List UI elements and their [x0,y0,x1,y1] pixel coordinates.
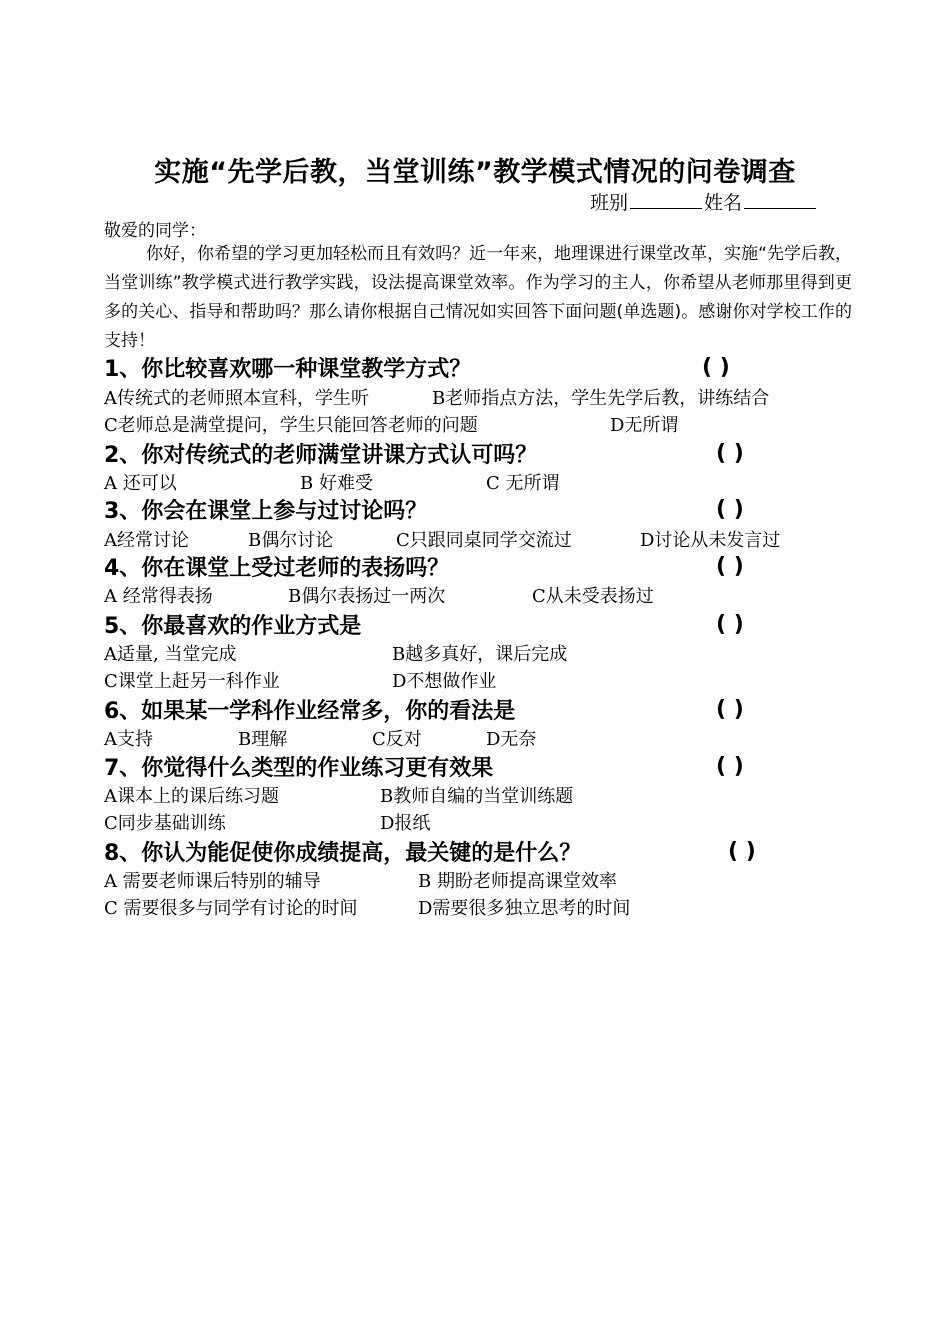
option-2b: B 好难受 [300,473,373,494]
option-6c: C反对 [372,729,422,750]
answer-paren-4[interactable]: ( ) [716,554,744,579]
option-8c: C 需要很多与同学有讨论的时间 [104,898,358,919]
answer-paren-1[interactable]: ( ) [702,355,730,380]
option-5a: A适量, 当堂完成 [104,644,237,665]
answer-paren-5[interactable]: ( ) [716,612,744,637]
option-2c: C 无所谓 [486,473,560,494]
answer-paren-3[interactable]: ( ) [716,497,744,522]
question-6: 6、如果某一学科作业经常多，你的看法是 [104,699,516,724]
class-blank[interactable] [630,192,702,209]
option-6b: B理解 [238,729,288,750]
option-3d: D讨论从未发言过 [640,530,781,551]
option-5b: B越多真好，课后完成 [392,644,568,665]
page-title: 实施“先学后教，当堂训练”教学模式情况的问卷调查 [154,157,796,188]
name-label: 姓名 [704,192,743,214]
option-6d: D无奈 [486,729,537,750]
option-8a: A 需要老师课后特别的辅导 [104,871,321,892]
option-1d: D无所谓 [610,415,679,436]
option-1c: C老师总是满堂提问，学生只能回答老师的问题 [104,415,478,436]
class-label: 班别 [590,192,629,214]
option-7d: D报纸 [380,813,431,834]
option-7c: C同步基础训练 [104,813,226,834]
option-7b: B教师自编的当堂训练题 [380,786,574,807]
option-5d: D不想做作业 [392,671,497,692]
question-3: 3、你会在课堂上参与过讨论吗？ [104,499,428,524]
option-8b: B 期盼老师提高课堂效率 [418,871,617,892]
option-6a: A支持 [104,729,153,750]
answer-paren-7[interactable]: ( ) [716,754,744,779]
name-blank[interactable] [744,192,816,209]
answer-paren-6[interactable]: ( ) [716,697,744,722]
option-5c: C课堂上赶另一科作业 [104,671,280,692]
option-3a: A经常讨论 [104,530,189,551]
question-5: 5、你最喜欢的作业方式是 [104,614,362,639]
option-3b: B偶尔讨论 [248,530,334,551]
option-1a: A传统式的老师照本宣科，学生听 [104,388,369,409]
question-7: 7、你觉得什么类型的作业练习更有效果 [104,756,494,781]
answer-paren-2[interactable]: ( ) [716,441,744,466]
intro-paragraph: 你好，你希望的学习更加轻松而且有效吗？近一年来，地理课进行课堂改革，实施“先学后教，当堂训练”教学模式进行教学实践，设法提高课堂效率。作为学习的主人，你希望从老师那里得到更多的关心、指导和帮助吗？那么请你根据自己情况如实回答下面问题(单选题)。感谢你对学校工作的支持！ [104,244,852,351]
class-name-line [590,188,818,215]
option-3c: C只跟同桌同学交流过 [396,530,572,551]
question-4: 4、你在课堂上受过老师的表扬吗？ [104,556,450,581]
option-7a: A课本上的课后练习题 [104,786,279,807]
question-8: 8、你认为能促使你成绩提高，最关键的是什么？ [104,841,582,866]
option-8d: D需要很多独立思考的时间 [418,898,631,919]
option-4a: A 经常得表扬 [104,586,213,607]
question-2: 2、你对传统式的老师满堂讲课方式认可吗？ [104,443,538,468]
option-4b: B偶尔表扬过一两次 [288,586,446,607]
option-2a: A 还可以 [104,473,177,494]
option-4c: C从未受表扬过 [532,586,654,607]
answer-paren-8[interactable]: ( ) [728,839,756,864]
greeting: 敬爱的同学： [104,221,206,241]
question-1: 1、你比较喜欢哪一种课堂教学方式？ [104,357,472,382]
option-1b: B老师指点方法，学生先学后教，讲练结合 [432,388,770,409]
